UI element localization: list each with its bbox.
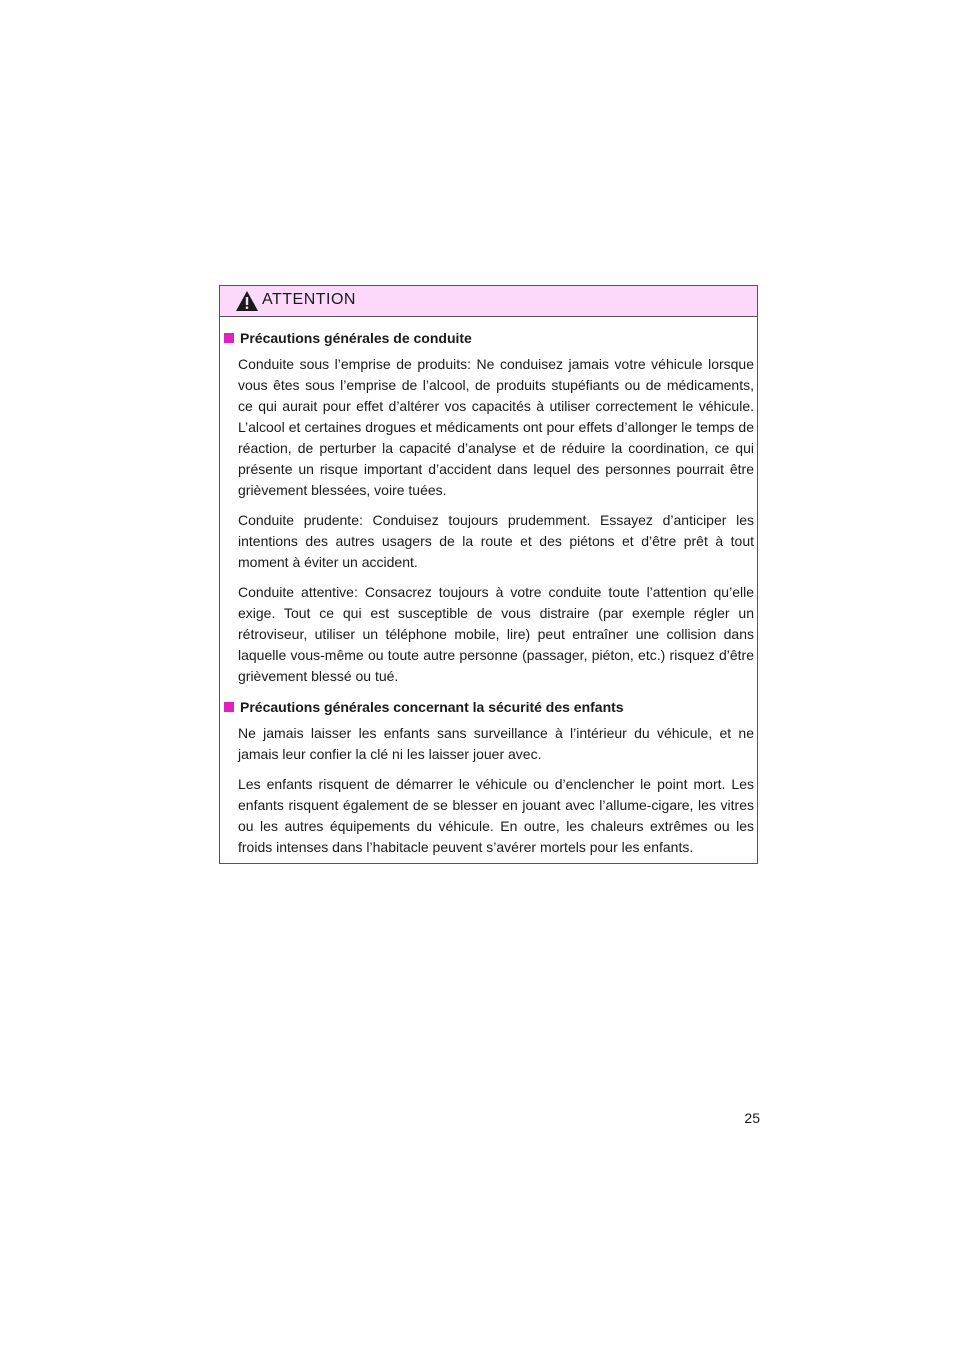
page-number: 25 (744, 1110, 760, 1126)
section-heading-text: Précautions générales de conduite (240, 330, 472, 346)
paragraph: Conduite sous l’emprise de produits: Ne conduisez jamais votre véhicule lorsque vous êtes sous l’emprise de l’alcool, de produits stupéfiants ou de médicaments, ce qui aurait pour effet d’altérer vos capacités à utiliser correctement le véhicule. L’alcool et certaines drogues et médicaments ont pour effets d’allonger le temps de réaction, de perturber la capacité d’analyse et de réduire la coordination, ce qui présente un risque important d’accident dans lequel des personnes pourrait être grièvement blessées, voire tuées. (238, 356, 754, 498)
section-heading-text: Précautions générales concernant la sécurité des enfants (240, 699, 624, 715)
section-child-safety (224, 696, 753, 858)
warning-icon (235, 290, 259, 312)
square-bullet-icon (224, 702, 234, 712)
paragraph: Conduite prudente: Conduisez toujours prudemment. Essayez d’anticiper les intentions des autres usagers de la route et des piétons et d’être prêt à tout moment à éviter un accident. (238, 512, 754, 570)
caution-body (220, 317, 757, 858)
caution-title: ATTENTION (262, 291, 356, 308)
section-heading (224, 696, 753, 718)
square-bullet-icon (224, 333, 234, 343)
paragraph: Ne jamais laisser les enfants sans surveillance à l’intérieur du véhicule, et ne jamais leur confier la clé ni les laisser jouer avec. (238, 725, 754, 762)
section-driving-precautions (224, 327, 753, 687)
caution-header (220, 286, 757, 317)
caution-box (219, 285, 758, 864)
paragraph: Les enfants risquent de démarrer le véhicule ou d’enclencher le point mort. Les enfants risquent également de se blesser en jouant avec l’allume-cigare, les vitres ou les autres équipements du véhicule. En outre, les chaleurs extrêmes ou les froids intenses dans l’habitacle peuvent s’avérer mortels pour les enfants. (238, 776, 754, 855)
section-heading (224, 327, 753, 349)
paragraph: Conduite attentive: Consacrez toujours à votre conduite toute l’attention qu’elle exige. Tout ce qui est susceptible de vous distraire (par exemple régler un rétroviseur, utiliser un téléphone mobile, lire) peut entraîner une collision dans laquelle vous-même ou toute autre personne (passager, piéton, etc.) risquez d’être grièvement blessé ou tué. (238, 584, 754, 684)
